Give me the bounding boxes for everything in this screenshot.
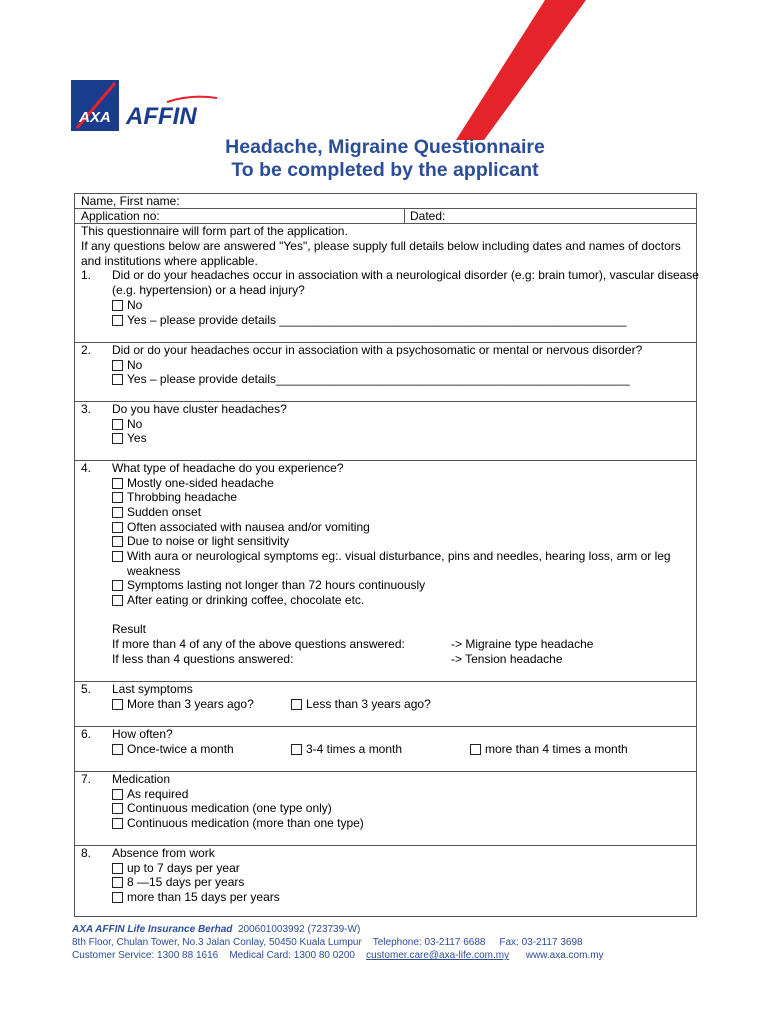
question-number: 2.	[81, 343, 92, 357]
checkbox[interactable]	[112, 699, 123, 710]
option-label: 3-4 times a month	[306, 742, 403, 756]
option-label: No	[127, 358, 143, 372]
q4-option[interactable]	[112, 593, 364, 608]
checkbox[interactable]	[291, 744, 302, 755]
option-label: 8 —15 days per years	[127, 875, 245, 889]
svg-text:AFFIN: AFFIN	[126, 103, 197, 130]
q1-yes-option[interactable]	[112, 313, 626, 328]
option-label: More than 3 years ago?	[127, 697, 254, 711]
intro-text: and institutions where applicable.	[81, 254, 258, 268]
checkbox[interactable]	[112, 300, 123, 311]
checkbox[interactable]	[112, 580, 123, 591]
q4-option[interactable]	[112, 578, 425, 593]
option-label: more than 4 times a month	[485, 742, 628, 756]
option-label: more than 15 days per years	[127, 890, 280, 904]
option-label: Often associated with nausea and/or vomiting	[127, 520, 370, 534]
q1-no-option[interactable]	[112, 298, 142, 313]
company-registration: 200601003992 (723739-W)	[237, 924, 361, 935]
checkbox[interactable]	[112, 315, 123, 326]
medical-card: Medical Card: 1300 80 0200	[229, 950, 355, 961]
checkbox[interactable]	[112, 433, 123, 444]
q4-option[interactable]	[112, 520, 370, 535]
dated-label: Dated:	[410, 209, 446, 223]
q6-option-c[interactable]	[470, 742, 628, 757]
page-title: Headache, Migraine Questionnaire	[225, 136, 545, 158]
q7-option-c[interactable]	[112, 816, 364, 831]
q5-option-a[interactable]	[112, 697, 254, 712]
application-no-label: Application no:	[81, 209, 160, 223]
checkbox[interactable]	[112, 744, 123, 755]
option-label: As required	[127, 787, 189, 801]
company-address: 8th Floor, Chulan Tower, No.3 Jalan Conlay, 50450 Kuala Lumpur	[72, 937, 362, 948]
checkbox[interactable]	[112, 492, 123, 503]
checkbox[interactable]	[112, 803, 123, 814]
option-label: Continuous medication (more than one type)	[127, 816, 364, 830]
result-less-text: If less than 4 questions answered:	[112, 652, 294, 666]
fax: Fax: 03-2117 3698	[499, 937, 583, 948]
checkbox[interactable]	[112, 522, 123, 533]
q4-option[interactable]	[112, 534, 289, 549]
divider	[75, 208, 696, 209]
question-number: 3.	[81, 402, 92, 416]
checkbox[interactable]	[112, 374, 123, 385]
q4-option[interactable]	[112, 549, 671, 564]
q4-option[interactable]	[112, 490, 237, 505]
q4-option[interactable]	[112, 476, 274, 491]
checkbox[interactable]	[112, 551, 123, 562]
checkbox[interactable]	[112, 818, 123, 829]
footer-company-line	[72, 924, 360, 935]
question-text: Did or do your headaches occur in association with a psychosomatic or mental or nervous disorder?	[112, 343, 643, 357]
option-label: Due to noise or light sensitivity	[127, 534, 290, 548]
checkbox[interactable]	[112, 536, 123, 547]
email-link[interactable]: customer.care@axa-life.com.my	[366, 950, 510, 961]
question-text: Absence from work	[112, 846, 215, 860]
q8-option-c[interactable]	[112, 890, 280, 905]
result-more-outcome: -> Migraine type headache	[451, 637, 594, 651]
q3-no-option[interactable]	[112, 417, 142, 432]
footer-contact-line	[72, 950, 604, 961]
option-label: Yes – please provide details ____________________________________________________	[127, 313, 627, 327]
checkbox[interactable]	[112, 478, 123, 489]
option-label: Throbbing headache	[127, 490, 238, 504]
questionnaire-form	[74, 193, 697, 917]
question-text: Do you have cluster headaches?	[112, 402, 287, 416]
checkbox[interactable]	[291, 699, 302, 710]
option-label: Once-twice a month	[127, 742, 234, 756]
q2-no-option[interactable]	[112, 358, 142, 373]
option-label: No	[127, 417, 143, 431]
checkbox[interactable]	[470, 744, 481, 755]
option-label: Symptoms lasting not longer than 72 hours continuously	[127, 578, 426, 592]
q6-option-b[interactable]	[291, 742, 402, 757]
question-number: 8.	[81, 846, 92, 860]
question-text: What type of headache do you experience?	[112, 461, 344, 475]
option-label: Sudden onset	[127, 505, 202, 519]
intro-text: This questionnaire will form part of the application.	[81, 224, 348, 238]
option-label: Less than 3 years ago?	[306, 697, 431, 711]
question-text: (e.g. hypertension) or a head injury?	[112, 283, 305, 297]
option-label: up to 7 days per year	[127, 861, 240, 875]
question-text: How often?	[112, 727, 173, 741]
name-label: Name, First name:	[81, 194, 180, 208]
q5-option-b[interactable]	[291, 697, 431, 712]
q4-option[interactable]	[112, 505, 201, 520]
option-label: Yes	[127, 431, 147, 445]
option-label-continued: weakness	[127, 564, 181, 578]
result-less-outcome: -> Tension headache	[451, 652, 563, 666]
q6-option-a[interactable]	[112, 742, 234, 757]
q7-option-a[interactable]	[112, 787, 188, 802]
option-label: Mostly one-sided headache	[127, 476, 274, 490]
q3-yes-option[interactable]	[112, 431, 147, 446]
option-label: Continuous medication (one type only)	[127, 801, 332, 815]
q2-yes-option[interactable]	[112, 372, 630, 387]
question-number: 1.	[81, 268, 92, 282]
axa-affin-logo	[71, 80, 221, 137]
checkbox[interactable]	[112, 863, 123, 874]
question-number: 4.	[81, 461, 92, 475]
question-text: Last symptoms	[112, 682, 193, 696]
company-name: AXA AFFIN Life Insurance Berhad	[72, 924, 233, 935]
checkbox[interactable]	[112, 595, 123, 606]
option-label: After eating or drinking coffee, chocolate etc.	[127, 593, 365, 607]
telephone: Telephone: 03-2117 6688	[372, 937, 486, 948]
question-number: 7.	[81, 772, 92, 786]
divider	[404, 208, 405, 223]
q8-option-a[interactable]	[112, 861, 240, 876]
svg-text:AXA: AXA	[79, 109, 111, 126]
question-number: 5.	[81, 682, 92, 696]
option-label: With aura or neurological symptoms eg:. visual disturbance, pins and needles, hearing loss, arm or leg	[127, 549, 671, 563]
checkbox[interactable]	[112, 877, 123, 888]
intro-text: If any questions below are answered "Yes", please supply full details below including dates and names of doctors	[81, 239, 681, 253]
option-label: Yes – please provide details_____________________________________________________	[127, 372, 630, 386]
page-subtitle: To be completed by the applicant	[231, 159, 539, 181]
checkbox[interactable]	[112, 789, 123, 800]
result-label: Result	[112, 622, 147, 636]
question-text: Did or do your headaches occur in association with a neurological disorder (e.g: brain tumor), vascular disease	[112, 268, 699, 282]
checkbox[interactable]	[112, 360, 123, 371]
website[interactable]: www.axa.com.my	[525, 950, 604, 961]
option-label: No	[127, 298, 143, 312]
checkbox[interactable]	[112, 419, 123, 430]
customer-service: Customer Service: 1300 88 1616	[72, 950, 219, 961]
q7-option-b[interactable]	[112, 801, 332, 816]
q8-option-b[interactable]	[112, 875, 244, 890]
question-text: Medication	[112, 772, 171, 786]
checkbox[interactable]	[112, 507, 123, 518]
result-more-text: If more than 4 of any of the above questions answered:	[112, 637, 405, 651]
question-number: 6.	[81, 727, 92, 741]
footer-address-line	[72, 937, 583, 948]
checkbox[interactable]	[112, 892, 123, 903]
